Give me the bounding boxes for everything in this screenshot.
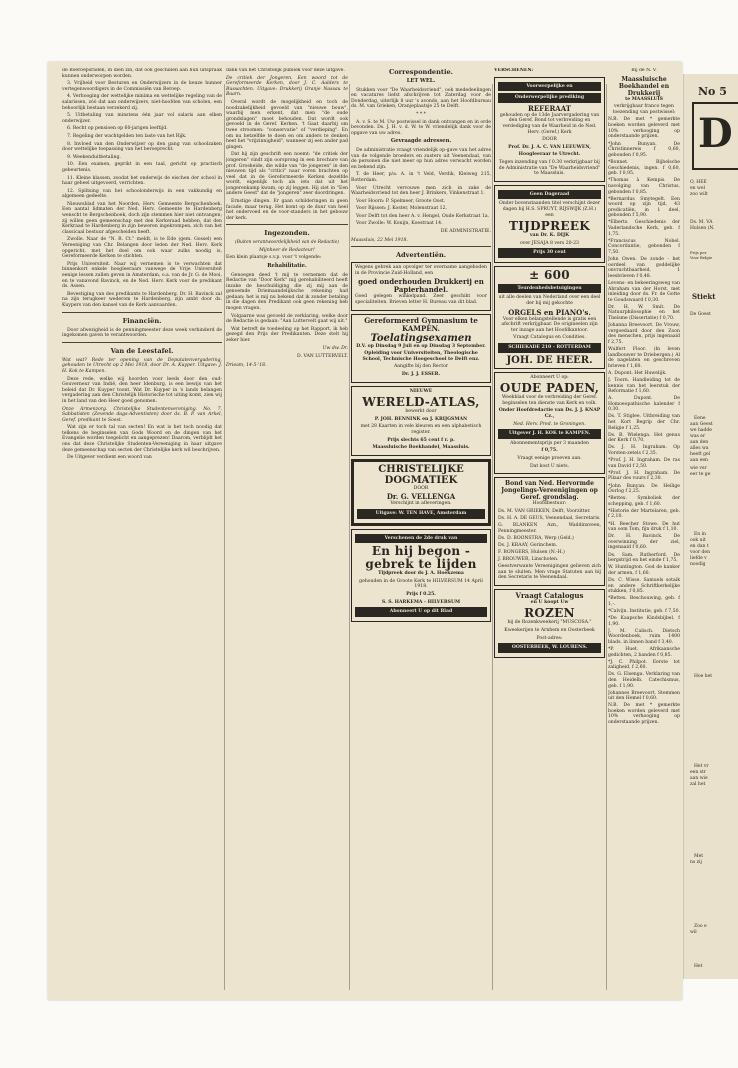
ad-headline: TIJDPREEK bbox=[508, 219, 591, 234]
ad-rozen bbox=[494, 589, 605, 658]
paragraph: 8. Invloed van den Onderwijzer op den gang van schoolzaken door wettelijke toepassing van het beroeprecht. bbox=[62, 141, 222, 153]
paragraph: Een klein plaatsje s.v.p. voor 't volgende: bbox=[226, 255, 322, 261]
place-date: Drieam, 14-5-'18. bbox=[226, 362, 267, 368]
ad-text: te MAASSLUIS bbox=[625, 96, 663, 102]
fragment: noodig bbox=[690, 562, 706, 567]
paragraph: Dat hij zijn geschrift een noemt: "de critiek der jongeren" vindt zijn oorsprong in een brochure van prof. Grosheide, die wilde van "de jongeren" in den nieuwen tijd als "critici" naar voren brachten op veel dat in de Gereformeerde Kerken dezelfde wordt, eigenlijk toch als iets dat uit het jongerenkamp kwam, op zij leggen. Hij ziet in "Een andere Geest" dat de "jongeren" zeer doordringen. bbox=[226, 152, 348, 197]
ad-text: bewerkt door bbox=[405, 409, 437, 415]
book-citation: Wat wat? Rede ter opening van de Deputatenvergadering, gehouden te Utrecht op 2 Mei 1918, door Dr. A. Kuyper. Uitgave: J. H. Kok te Kampen. bbox=[62, 357, 222, 374]
fragment: Het vr bbox=[694, 764, 709, 769]
admin-signature: DE ADMINISTRATIE. bbox=[440, 229, 491, 235]
column-rule bbox=[349, 84, 350, 990]
ad-publisher-bar: Uitgave: W. TEN HAVE, Amsterdam bbox=[357, 509, 485, 519]
divider bbox=[226, 224, 348, 225]
list-item: *Prof. J. H. Ingraham. De Pilaar des vuurs f 2,30. bbox=[608, 470, 680, 482]
ad-text: DOOR bbox=[413, 485, 429, 491]
divider bbox=[351, 246, 491, 247]
list-item: Dr. H. W. Smit. De Natuurphilosophie en het Theïsme (Dissertatie) f 0,70. bbox=[608, 304, 680, 321]
ad-text: VERSCHENEN: bbox=[494, 68, 534, 73]
list-item: John Owen. De zonde - het oordeel van goddelijke onvruchtbaarheid, 1 leesbrieven f 0,48. bbox=[608, 257, 680, 279]
ad-text: uit alle deelen van Nederland over een deel der bij mij gekochte bbox=[498, 295, 601, 307]
ad-text: Aangifte bij den Rector bbox=[393, 364, 449, 370]
column-2 bbox=[226, 68, 348, 370]
list-item: *Elberts. Geschiedenis der Vaderlandsche Kerk, geb. f 1,75. bbox=[608, 220, 680, 237]
ad-text: Dr. G. VELLENGA bbox=[386, 492, 456, 502]
list-item: *Prof. J. H. Ingraham. De ras van David f 2,50. bbox=[608, 458, 680, 469]
list-item: J. M. Calisch. Dietsch Woordenboek, ruim 1400 blads. in linnen band f 3,40. bbox=[608, 628, 680, 645]
ad-text: gehouden in de Groote Kerk te HILVERSUM 14 April 1918. bbox=[359, 578, 483, 590]
list-item: A. Dupont. Het Huwelijk. bbox=[608, 370, 667, 376]
fragment: ook uit bbox=[690, 538, 706, 543]
book-list bbox=[608, 142, 680, 726]
list-item: *Franciscus Nobel. Concordantie, gebonden f 7,50. bbox=[608, 238, 680, 255]
financien-heading: Financiën. bbox=[122, 316, 162, 325]
ad-header-bar: SCHIEKADE 210 - ROTTERDAM bbox=[498, 343, 601, 353]
paragraph: Overal wordt de mogelijkheid en toch de noodzakelijkheid gevoeld van "nieuwe bouw", waarbij men erkent, dat men "de oude grondslagen" moet behouden. Dat wordt ook gevoeld in de Geref. Kerken. 't Gaat daarbij om twee stroomen: "conservatie" of "verdieping". En om nu hetzelfde te doen en om anders te denken heet het "vrijzinnigheid", wanneer zij een ander pad gingen. bbox=[226, 99, 348, 150]
fragment: aan den bbox=[690, 440, 709, 445]
column-4 bbox=[494, 68, 605, 661]
adjacent-page bbox=[683, 74, 738, 979]
column-rule bbox=[492, 84, 493, 990]
ad-geen-dageraad bbox=[494, 185, 605, 263]
list-item: *Historie der Martelaren, geb. f 2,10. bbox=[608, 508, 680, 520]
book-citation: De critiek der Jongeren. Een woord tot de Gereformeerde Kerken, door J. C. Aalders te Bussachten. Uitgave: Drukkerij Oranje Nassau te Baarn. bbox=[226, 75, 348, 98]
ad-oude-paden bbox=[494, 372, 605, 475]
list-item: Ds. H. A. DE GEUS, Veenendaal, Secretaris. bbox=[498, 515, 601, 521]
paragraph: 12. Splitsing van het schoolonderwijs in een vakkundig en algemeen gedeelte. bbox=[62, 188, 222, 200]
list-item: G. BLANKEN Azn., Waddinxveen, Penningmeester. bbox=[498, 522, 601, 534]
ad-text: Kweekerijen te Arnhem en Oosterbeek bbox=[504, 627, 595, 633]
fragment: Hulsen (N. bbox=[690, 226, 715, 231]
ad-text: NIEUWE bbox=[409, 388, 433, 394]
fragment: heeft gel bbox=[690, 452, 711, 457]
list-item: W. Huntington. God de kanker der armen, f 1,60. bbox=[608, 565, 680, 576]
ad-text: Ned. Herv. Pred. te Groningen. bbox=[513, 421, 586, 427]
list-item: *H. Beecher Stowe. De hut van oom Tom, fijn druk f 1,10. bbox=[608, 521, 680, 533]
paragraph: 4. Verhooging der wettelijke minima en wettelijke regeling van de salarissen, zóó dat aan onderwijzers, niet-hoofden van scholen, een behoorlijk bestaan verzekerd zij. bbox=[62, 94, 222, 111]
paragraph: 11. Kleine klassen, zoodat het onderwijs de eischen der school in haar geheel uitgevoerd, verrichten. bbox=[62, 175, 222, 187]
fragment: we hadde bbox=[690, 428, 712, 433]
ad-orgels bbox=[494, 266, 605, 369]
ad-text: Geestverwante Vereenigingen gelieven zich aan te sluiten. Men vrage Statuten aan bij den Secretaris te Veenendaal. bbox=[498, 564, 601, 581]
ad-headline: goed onderhouden Drukkerij en Papierhandel. bbox=[358, 277, 484, 295]
column-rule bbox=[224, 84, 225, 990]
ad-referaat bbox=[494, 77, 605, 182]
column-5 bbox=[608, 68, 680, 727]
paragraph: De Uitgever verdient een woord van bbox=[67, 455, 152, 461]
ad-headline: En hij begon - bbox=[371, 544, 471, 559]
fragment: aan wie bbox=[690, 776, 708, 781]
ad-text: S. S. HARKEMA - HILVERSUM bbox=[381, 599, 461, 605]
ad-headline: WERELD-ATLAS, bbox=[362, 395, 480, 410]
fragment: en dan t bbox=[690, 544, 709, 549]
list-item: Dr. H. Bavinck. De overwinning der ziel, ingenaaid f 0,60. bbox=[608, 534, 680, 551]
paragraph: 3. Vrijheid voor Besturen en Onderwijzers in de keuze hunner vertegenwoordigers in de Commissiën van Beroep. bbox=[62, 81, 222, 92]
fragment: wil bbox=[690, 930, 697, 935]
list-item: *Thomas à Kempis. De navolging van Christus, gebonden f 0,85. bbox=[608, 178, 680, 195]
ad-footer-bar: OOSTERBEEK, W. LOURENS. bbox=[498, 643, 601, 653]
list-item: Ds. D. BOONSTRA, Werp (Geld.) bbox=[498, 535, 574, 541]
ad-text: Prof. Dr. J. A. C. VAN LEEUWEN, bbox=[508, 144, 591, 150]
ad-text: gehouden op de 13de Jaarvergadering van den Geref. Bond tot verbreiding en verdediging van de Waarheid in de Ned. Herv. (Geref.) Kerk bbox=[499, 112, 600, 135]
ad-text: Voor elken belangstellende is gratis een afschrift verkrijgbaar. De origineelen zijn ter inzage aan het Hoofdkantoor. bbox=[501, 316, 598, 333]
list-item: A. Dupont. De Homoeopathische kalender f 0,30. bbox=[608, 396, 680, 413]
fragment: Hoe het bbox=[694, 674, 713, 679]
ad-text: Abonneert U op: bbox=[530, 374, 569, 380]
ad-text: Weekblad voor de verbreiding der Geref. beginselen ten dienste van Kerk en volk. bbox=[501, 395, 598, 406]
list-item: Ds. C. Wisse. Samuels sotaik en andere Schriftkerkelijke stukken, f 0,85. bbox=[608, 577, 680, 595]
ad-text: over JESAJA 8 vers 20-23 bbox=[520, 240, 579, 246]
ad-text: N.B. De met * gemerkte boeken worden geleverd met 10% verhooging op onderstaande prijzen. bbox=[608, 117, 680, 140]
fragment: ns zij bbox=[690, 860, 702, 865]
paragraph: de Boeroepsraden, in dien zin, dat ook geschillen aan hun uitspraak kunnen onderworpen worden. bbox=[62, 68, 222, 79]
ad-text: Hoofdbestuur: bbox=[532, 501, 567, 507]
ad-headline: Gereformeerd Gymnasium te KAMPEN. bbox=[364, 315, 478, 333]
ad-bond bbox=[494, 477, 605, 586]
ad-text: en U koopt Uw bbox=[530, 599, 569, 605]
paragraph: De administratie vraagt vriendelijk op-gave van het adres van de volgende broeders en zusters uit Veenendaal, van de personen die niet meer op hun adres verwacht worden en bekend zijn. bbox=[351, 147, 491, 170]
fragment: zoo wilt bbox=[690, 192, 708, 197]
ad-text: Hoogleeraar te Utrecht. bbox=[518, 152, 581, 158]
ad-text: f 0,75. bbox=[541, 448, 558, 454]
ad-wereld-atlas bbox=[351, 386, 491, 456]
fragment: zal het bbox=[690, 782, 706, 787]
list-item: J. Toorn. Handleiding tot de kennis van het leerstuk der Reformatie f 1,60. bbox=[608, 377, 680, 395]
list-item: Ds. G. Elsenga. Verklaring van den Heidelb. Catechismus, geb. f 1,90. bbox=[608, 672, 680, 689]
ad-text: Verschijnt in afleveringen. bbox=[390, 501, 452, 507]
fragment: alles wa bbox=[690, 446, 709, 451]
fragment: De Goest bbox=[690, 312, 711, 317]
ad-hoekzema bbox=[351, 529, 491, 622]
ad-gymnasium bbox=[351, 314, 491, 383]
ad-headline: OUDE PADEN, bbox=[499, 381, 600, 396]
ad-text: Vraagt Catalogus en Condities. bbox=[513, 335, 586, 341]
paragraph: Stukken voor "De Waarheidsvriend", ook mededeelingen en vacatures liefst afschrijven tot Zaterdag voor de Donderdag, uiterlijk 8 uur 's avonds, aan het Hoofdbureau ds. M. van Grieken, Oranjeplaatsje 25 te Delft. bbox=[351, 87, 491, 110]
ad-text: Dat kost U niets. bbox=[529, 463, 570, 469]
notice: Voor Hoorn: P. Spelmeer, Groote Oost. bbox=[356, 198, 446, 204]
fragment: liefde v bbox=[690, 556, 707, 561]
fragment: en wel bbox=[690, 186, 705, 191]
ad-text: van Dr. K. DIJK bbox=[529, 233, 570, 239]
ad-headline: Bond van Ned. Hervormde Jongelings-Vereenigingen op Geref. grondslag. bbox=[501, 480, 598, 502]
notice: Voor Rijssen: J. Koster, Molenstraat 12. bbox=[356, 206, 447, 212]
ad-headline: JOH. DE HEER. bbox=[506, 354, 593, 366]
fragment: En in bbox=[694, 532, 706, 537]
ad-text: Wegens gebrek aan opvolger ter overname aangeboden in de Provincie Zuid-Holland, een bbox=[355, 265, 487, 276]
list-item: *P. Huet. Afrikaansche gedichten, 2 banden f 0,85. bbox=[608, 646, 680, 658]
ad-headline: ORGELS en PIANO's. bbox=[508, 307, 591, 317]
list-item: Johannes Breevoort. Stemmen uit den Hemel f 0,60. bbox=[608, 690, 680, 702]
ad-text: verkrijgbaar franco tegen toezending van postwissel: bbox=[612, 104, 676, 115]
list-item: N.B. De met * gemerkte boeken worden geleverd met 10% verhooging op onderstaande prijzen. bbox=[608, 703, 680, 726]
fragment: wie ver bbox=[690, 466, 707, 471]
ad-text: Tijdpreek door ds J. A. Hoekzema bbox=[378, 571, 464, 577]
ad-text: P. JOH. BENNINK en J. KRIJGSMAN bbox=[374, 416, 468, 422]
ad-header-bar: Onderwerpelijke prediking bbox=[498, 93, 601, 103]
paragraph: 5. Uitbetaling van minstens één jaar vol salaris aan elken onderwijzer. bbox=[62, 113, 222, 124]
ad-text: bij de Rozenkweekerij "MUSCOSA." bbox=[507, 620, 592, 626]
fragment: aan een bbox=[690, 458, 708, 463]
list-item: Wulfert Floor. (In leven landbouwer te Driebergen.) Al de nagelaten en geschreven brieven f 1,60. bbox=[608, 346, 680, 369]
ingezonden-subtitle: (Buiten verantwoordelijkheid van de Redactie) bbox=[235, 240, 339, 246]
correspondentie-heading: Correspondentie. bbox=[389, 68, 453, 76]
book-citation: Onze Armenzorg. Christelijke Studentenvereniging. No. 7. Sabbatisten (Zevende dags-Adventisten) door ds. B. P. van Arkel, Geref. predikant te Soest. bbox=[62, 406, 222, 423]
paragraph: Volgaarne was gevoeld de verklaring, welke door de Redactie is gedaan: "Aan Luttervelt gaat wij uit." bbox=[226, 313, 348, 325]
list-item: Ds. T. Stiglee. Uitbreiding van het Kort Begrip der Chr. Religie f 1,25. bbox=[608, 414, 680, 431]
ad-text: DOOR bbox=[542, 137, 557, 143]
list-item: *J. C. Philpot. Eerste tot zaligheid, f 2,60. bbox=[608, 659, 680, 671]
fragment: Voor Belgie bbox=[690, 255, 713, 260]
ad-headline: gebrek te lijden bbox=[365, 557, 477, 572]
ad-text: Prijs slechts 65 cent f r. p. bbox=[387, 437, 455, 443]
ad-headline: ± 600 bbox=[529, 267, 570, 282]
ad-text: Tegen inzending van f 0.30 verkrijgbaar bij de Administratie van "De Waarheidsvriend" te Maassluis. bbox=[498, 159, 601, 177]
paragraph: 6. Recht op pensioen op 60-jarigen leeftijd. bbox=[67, 126, 168, 132]
ad-dogmatiek bbox=[351, 459, 491, 526]
place-date: Maassluis, 22 Mei 1918. bbox=[351, 237, 408, 243]
list-item: *Bonnet. Bijbelsche Geschiedenis, ingen. f 0,60, geb. f 0,95. bbox=[608, 160, 680, 177]
ad-headline: DOGMATIEK bbox=[384, 474, 458, 486]
ad-text: Maassluische Boekhandel, Maassluis. bbox=[372, 445, 470, 451]
salutation: Mijnheer de Redacteur! bbox=[259, 247, 315, 253]
ad-headline: REFERAAT bbox=[528, 103, 571, 113]
ad-header-bar: Verschenen de 2de druk van bbox=[355, 534, 487, 544]
news-item: Prijs Universiteit. Naar wij vernemen is te verwachten dat binnenkort enkele hoogleeraars vanwege de Vrije Universiteit eenige lessen zullen geven in Amsterdam, o.a. van de Jr. G. de Mooi, en te vanavond Bavinck, en de Ned. Herv. Kerk voor de predikant ds. Assen. bbox=[62, 261, 222, 290]
paragraph: Wat zijn er toch tal van secten! En wat is het toch noodig dat telkens de beginselen van Gods Woord en de dingen van het Evangelie worden toegelicht en aangeprezen! Daarom, verblijdt het ons dat deze Christelijke Studenten-Vereeniging in haar uitgave deze gemeenschap van secten der Christelijke kerk wil beschrijven. bbox=[62, 425, 222, 453]
ad-header-bar: Teurdenhedsbetuigingen bbox=[498, 284, 601, 294]
fragment: Prijs per bbox=[690, 250, 707, 255]
notice: Voor Zwolle: W. Konijn, Koestraat 14. bbox=[356, 221, 443, 227]
ad-headline: CHRISTELIJKE bbox=[378, 463, 464, 475]
fragment: O, HEE bbox=[690, 180, 707, 185]
list-item: Ds. J. H. Ingraham. Op Vorsten-zetels f 2,35. bbox=[608, 445, 680, 457]
fragment: Eene bbox=[694, 416, 706, 421]
paragraph: dank van het Christelijk publiek voor deze uitgave. bbox=[226, 68, 345, 73]
notice: Voor Utrecht vervouwe men zich in zake de Waarheidsvriend tot den heer J. Brinkers, Vinkenstraat 1. bbox=[351, 185, 491, 197]
fragment: Het bbox=[694, 964, 703, 969]
separator-stars: * * * bbox=[416, 111, 426, 117]
notice: T. de Heer, p/a. A. in 't Veld, Verdik, Kleiweg 215, Rotterdam. bbox=[351, 172, 491, 183]
fragment: aan Geest bbox=[690, 422, 713, 427]
ad-footer-bar: Abonneert U op dit Blad bbox=[355, 607, 487, 617]
bond-members bbox=[498, 509, 601, 563]
ad-text: Onder Hoofdredactie van Ds. J. J. KNAP Cz., bbox=[498, 408, 601, 419]
ad-header-bar: Voorwerpelijke en bbox=[498, 82, 601, 92]
ad-text: Prijs f 0.25. bbox=[406, 591, 436, 597]
ad-header-bar: Uitgever J. H. KOK te KAMPEN. bbox=[498, 429, 601, 439]
list-item: *Bettex. Symboliek der schepping, geb. f 1,60. bbox=[608, 496, 680, 507]
ad-headline: Vraagt Catalogus bbox=[515, 590, 584, 600]
fragment: Ds. M. VA bbox=[690, 220, 713, 225]
ad-footer-bar: Prijs 30 cent bbox=[498, 248, 601, 258]
ad-text: Opleiding voor Universiteiten, Theologische School, Technische Hoogeschool te Delft enz. bbox=[362, 351, 480, 362]
paragraph: 7. Regeling der wachtgelden ten laste van het Rijk. bbox=[67, 133, 187, 139]
list-item: *Bettex. Beschouwing, geb. f 1,-. bbox=[608, 596, 680, 607]
fragment: voor den bbox=[690, 550, 710, 555]
paragraph: 9. Weekenduitbetaling. bbox=[67, 154, 121, 160]
ad-headline: Toelatingsexamen bbox=[370, 332, 472, 344]
fragment: was er bbox=[690, 434, 706, 439]
rehabilitatie-heading: Rehabilitatie. bbox=[267, 262, 307, 269]
closing: Uw dw. Dr. bbox=[322, 345, 348, 351]
fragment: eer te ge bbox=[690, 472, 711, 477]
fragment: een str bbox=[690, 770, 706, 775]
ad-text: Goed gelegen winkelpand. Zeer geschikt voor specialiteiten. Brieven letter H. Bureau van dit blad. bbox=[355, 294, 487, 306]
advertenties-heading: Advertentiën. bbox=[395, 251, 447, 260]
section-heading: Stiekt bbox=[692, 292, 716, 301]
paragraph: Deze rede, welke wij hoorden voor leeds door den oud-Gouverneur van Indië, den heer Idenburg, is een bewijs van het beleid dat Dr. Kuyper toont. Wat Dr. Kuyper in 's lands belangen vergadering aan den Christelijk Historische tot uiting komt, zien wij in het land van den Heer goed genomen. bbox=[62, 376, 222, 404]
newspaper-page bbox=[48, 62, 682, 1000]
paragraph: 10. Een examen, geprikt in een taal, gericht op practisch gebeurtenis. bbox=[62, 162, 222, 173]
column-3 bbox=[351, 68, 491, 625]
paragraph: Wat betreft de toedeeling op het Rapport, ik heb gezegd den Prijs der Predikanten. Deze stelt hij zeker hier. bbox=[226, 326, 348, 344]
list-item: Johanna Breevoort. De Vrouw, vergoedaard door den Zoon des menschen, prijs ingenaaid f 2,75. bbox=[608, 323, 680, 345]
news-item: Zwolle. Naar de "N. R. Ct." meldt, is te Ede (gem. Gossel) een Vereeniging van Chr. Belangen door leden der Ned. Herv. Kerk opgericht, met het doel om ook waar zulks noodig is, Gereformeerde Kerken te stichten. bbox=[62, 237, 222, 260]
list-item: Ds. M. VAN GRIEKEN, Delft, Voorzitter. bbox=[498, 508, 591, 514]
notice: Voor Delft tot den heer A. v. Hengel, Oude Kerkstraat 1a. bbox=[356, 213, 490, 219]
list-item: *Bernardus Smytegelt. Een woord op zijn tijd, 43 predicatiën, in 1 deel, gebonden f 5,90. bbox=[608, 196, 680, 219]
ad-text: Dr. J. J. ESSER. bbox=[401, 372, 441, 377]
issue-number: No 5 bbox=[698, 85, 727, 98]
list-item: *John Bunyan. De Heilige Oorlog f 2,25. bbox=[608, 483, 680, 495]
masthead-letter: D bbox=[698, 110, 733, 157]
paragraph: Door afwezigheid is de penningmeester deze week verhinderd de ingekomen gaven te verantwoorden. bbox=[62, 327, 222, 339]
ad-text: Post-adres: bbox=[536, 635, 563, 641]
fragment: Zoo e bbox=[694, 924, 707, 929]
paragraph: Ernstige dingen. Er gaan schilderingen in geen facade, maar terug. Het komt op de duur van heel het ondervoed en de voor-standers in het gebouw der kerk. bbox=[226, 199, 348, 221]
adressen-heading: Gevraagde adressen. bbox=[390, 138, 452, 145]
ad-text: Abonnementsprijs per 3 maanden bbox=[510, 440, 589, 446]
top-list bbox=[62, 68, 222, 200]
column-1 bbox=[62, 68, 222, 463]
news-item: Nieuwsblad van het Noorden, Herv. Gemeente Bergschenhoek. Een aantal lidmaten der Ned. Herv. Gemeente te Hardenberg wenscht te Bergschenhoek, doch zijn stemmen hier niet ontvangen; zij willen geen gemeenschap met den Kerkeraad hebben, dat den Kerkraad te Hardenberg in zijn beweren ingekrompen, zich van het classicaal bestuur afgescheiden heeft. bbox=[62, 201, 222, 235]
signature: D. VAN LUTTERVELT. bbox=[297, 354, 348, 360]
list-item: Levens- en bekeeringsweg van Abraham van der Horst, met inleiding door ds. Fr. de Gotte te Goudswaard f 0,30. bbox=[608, 280, 680, 303]
ad-header-bar: Geen Dageraad bbox=[498, 190, 601, 200]
column-rule bbox=[606, 84, 607, 990]
ad-headline: ROZEN bbox=[524, 606, 575, 621]
list-item: Ds. J. KRAAY, Gorinchem. bbox=[498, 542, 558, 548]
ad-text: met 28 Kaarten in vele kleuren en een alphabetisch register. bbox=[360, 424, 482, 435]
list-item: F. BONGERS, Hulsen (N.-H.) bbox=[498, 549, 565, 555]
ad-text: D.V. op Dinsdag 9 Juli en op Dinsdag 3 September. bbox=[356, 343, 486, 349]
list-item: J. BROUWER, Linschoten. bbox=[498, 556, 559, 562]
ad-text: Onder bovenstaanden titel verschijnt dezer dagen bij H.S. SPRUYT, RIJSWIJK (Z.H.) een bbox=[498, 201, 601, 218]
ad-drukkerij bbox=[351, 262, 491, 310]
fragment: Met bbox=[694, 854, 704, 859]
list-item: *John Bunyan. De Christinnereis f 0,60, gebonden f 0,95. bbox=[608, 141, 680, 158]
list-item: *De Kaapsche Kindsbijbel, f 1,90. bbox=[608, 615, 680, 627]
list-item: Ds. Sam. Rutherford. De bergstrijd en het einde f 1,75. bbox=[608, 552, 680, 564]
paragraph: Genoegen deed 't mij te vernemen dat de Redactie van "Door Kerk" mij gerehabiliteerd heeft inzake de beschuldiging die zij mij aan de genoemde Driemaandelijksche rekening had gedaan; het is mij nu bekend dat ik zonder betaling in die dagen den Predikant ook geen rekening heb mogen vragen. bbox=[226, 272, 348, 312]
masthead-box bbox=[692, 102, 738, 170]
ad-headline: Maassluische Boekhandel en Drukkerij bbox=[618, 75, 670, 97]
divider bbox=[62, 312, 222, 313]
ingezonden-heading: Ingezonden. bbox=[264, 229, 310, 238]
list-item: Ds. B. Wielenga. Het genus der Kerk f 0,70. bbox=[608, 432, 680, 444]
let-wel-heading: LET WEL. bbox=[406, 78, 436, 84]
news-item: Bevestiging van des predikants te Hardenberg. Dr. H. Bavinck zal na zijn terugkeer wederom te Hardenberg, zijn ambt door ds. Kuypers van den kansel van de Kerk aanvaarden. bbox=[62, 291, 222, 308]
leestafel-heading: Van de Leestafel. bbox=[110, 346, 174, 355]
divider bbox=[62, 342, 222, 343]
list-item: *Calvijn. Institutie, geb. f 7,50. bbox=[608, 608, 680, 614]
ad-text: Bij de N. V. bbox=[631, 68, 657, 73]
paragraph: A. v. S. te M. Uw postwissel in dank ontvangen en in orde bevonden. Ds. J. H. v. d. W. te W. vriendelijk dank voor de opgave van uw adres. bbox=[351, 119, 491, 136]
ad-text: Vraagt eenige proeven aan. bbox=[517, 455, 582, 461]
